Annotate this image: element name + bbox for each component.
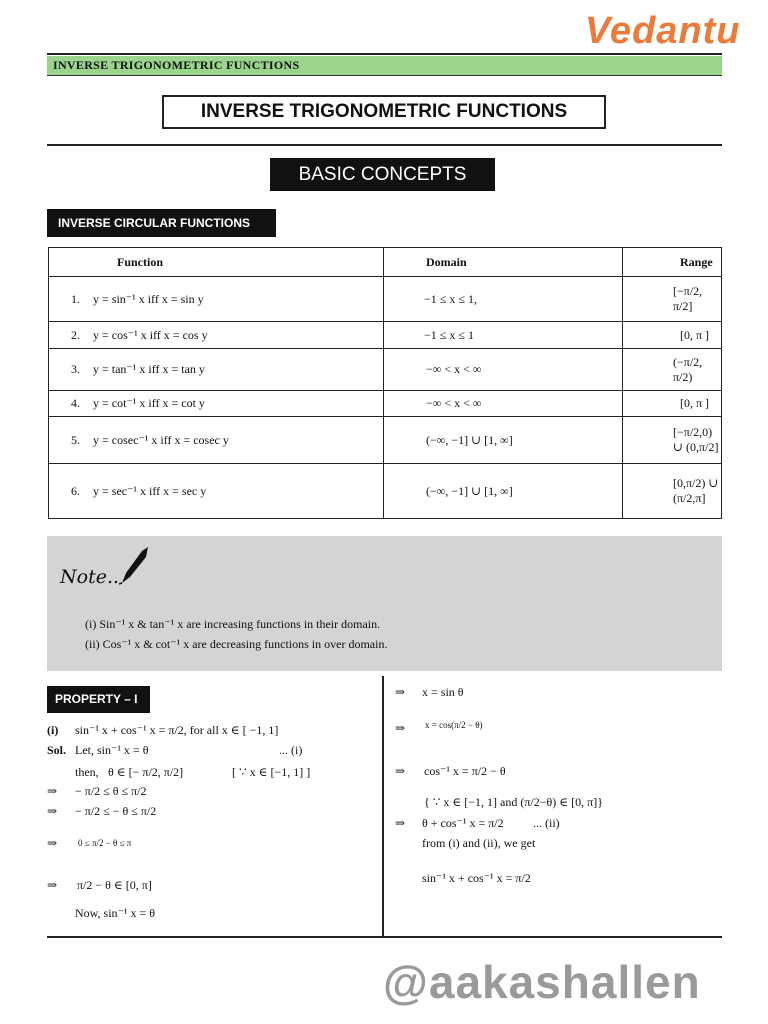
result-6: from (i) and (ii), we get — [422, 836, 536, 850]
row-number: 5. — [71, 432, 80, 447]
table-row — [49, 464, 722, 519]
page-title: INVERSE TRIGONOMETRIC FUNCTIONS — [162, 95, 606, 129]
row-function: y = cos⁻¹ x iff x = cos y — [93, 327, 208, 342]
solution-line: Let, sin⁻¹ x = θ — [75, 743, 149, 757]
implies-arrow-icon: ⇒ — [47, 836, 58, 850]
row-range: (−π/2, π/2) — [623, 349, 722, 391]
row-range: [0, π ] — [623, 391, 722, 417]
result-2: x = cos(π/2 − θ) — [425, 720, 483, 730]
property-statement: sin⁻¹ x + cos⁻¹ x = π/2, for all x ∈ [ −1, 1] — [75, 723, 279, 737]
table-header-range: Range — [623, 248, 722, 277]
row-domain: −1 ≤ x ≤ 1 — [384, 322, 623, 349]
subsection-title: INVERSE CIRCULAR FUNCTIONS — [47, 209, 276, 237]
then-label: then, — [75, 765, 99, 779]
solution-label: Sol. — [47, 743, 67, 757]
implies-arrow-icon: ⇒ — [395, 764, 406, 778]
table-row — [49, 391, 722, 417]
table-row — [49, 322, 722, 349]
row-number: 4. — [71, 396, 80, 410]
title-separator — [47, 144, 722, 146]
then-expression: θ ∈ [− π/2, π/2] — [108, 765, 184, 779]
table-header-function: Function — [49, 248, 384, 277]
step-3: 0 ≤ π/2 − θ ≤ π — [78, 838, 132, 848]
step-2: − π/2 ≤ − θ ≤ π/2 — [75, 804, 157, 818]
implies-arrow-icon: ⇒ — [395, 721, 406, 735]
then-reason: [ ∵ x ∈ [−1, 1] ] — [232, 765, 311, 779]
implies-arrow-icon: ⇒ — [395, 685, 406, 699]
step-1: − π/2 ≤ θ ≤ π/2 — [75, 784, 147, 798]
watermark: @aakashallen — [383, 956, 701, 1008]
statement-label: (i) — [47, 723, 59, 737]
note-title: Note.. — [60, 566, 120, 588]
row-domain: −∞ < x < ∞ — [384, 349, 623, 391]
step-4: π/2 − θ ∈ [0, π] — [77, 878, 152, 892]
row-range: [−π/2, π/2] — [623, 277, 722, 322]
row-number: 2. — [71, 327, 80, 342]
table-header-domain: Domain — [384, 248, 623, 277]
table-header-row — [49, 248, 722, 277]
row-range: [0,π/2) ∪ (π/2,π] — [623, 464, 722, 519]
row-number: 6. — [71, 483, 80, 498]
implies-arrow-icon: ⇒ — [47, 804, 58, 818]
result-3: cos⁻¹ x = π/2 − θ — [424, 764, 506, 778]
row-range: [0, π ] — [623, 322, 722, 349]
row-function: y = sec⁻¹ x iff x = sec y — [93, 483, 207, 498]
row-domain: (−∞, −1] ∪ [1, ∞] — [384, 417, 623, 464]
row-function: y = cosec⁻¹ x iff x = cosec y — [93, 432, 229, 447]
vedantu-logo: Vedantu — [585, 10, 741, 52]
result-4: { ∵ x ∈ [−1, 1] and (π/2−θ) ∈ [0, π]} — [424, 795, 603, 809]
note-line-2: (ii) Cos⁻¹ x & cot⁻¹ x are decreasing functions in over domain. — [85, 637, 388, 651]
result-5: θ + cos⁻¹ x = π/2 — [422, 816, 504, 830]
row-function: y = sin⁻¹ x iff x = sin y — [93, 291, 204, 306]
implies-arrow-icon: ⇒ — [47, 784, 58, 798]
table-row — [49, 349, 722, 391]
row-number: 3. — [71, 362, 80, 376]
inverse-functions-table — [48, 247, 722, 519]
header-rule — [47, 53, 722, 55]
row-function: y = tan⁻¹ x iff x = tan y — [93, 362, 205, 376]
property-title: PROPERTY – I — [47, 686, 150, 713]
table-row — [49, 277, 722, 322]
result-1: x = sin θ — [422, 685, 464, 699]
row-domain: −1 ≤ x ≤ 1, — [384, 277, 623, 322]
table-row — [49, 417, 722, 464]
note-line-1: (i) Sin⁻¹ x & tan⁻¹ x are increasing functions in their domain. — [85, 617, 381, 631]
row-domain: (−∞, −1] ∪ [1, ∞] — [384, 464, 623, 519]
section-title: BASIC CONCEPTS — [270, 158, 495, 191]
column-divider — [382, 676, 384, 936]
result-7: sin⁻¹ x + cos⁻¹ x = π/2 — [422, 871, 531, 885]
equation-tag-i: ... (i) — [279, 743, 303, 757]
row-number: 1. — [71, 291, 80, 306]
implies-arrow-icon: ⇒ — [47, 878, 58, 892]
row-domain: −∞ < x < ∞ — [384, 391, 623, 417]
pen-icon — [118, 545, 152, 585]
bottom-rule — [47, 936, 722, 938]
equation-tag-ii: ... (ii) — [533, 816, 560, 830]
implies-arrow-icon: ⇒ — [395, 816, 406, 830]
header-band — [47, 56, 722, 76]
now-line: Now, sin⁻¹ x = θ — [75, 906, 156, 920]
row-function: y = cot⁻¹ x iff x = cot y — [93, 396, 205, 410]
header-band-text: INVERSE TRIGONOMETRIC FUNCTIONS — [53, 58, 300, 72]
row-range: [−π/2,0) ∪ (0,π/2] — [623, 417, 722, 464]
